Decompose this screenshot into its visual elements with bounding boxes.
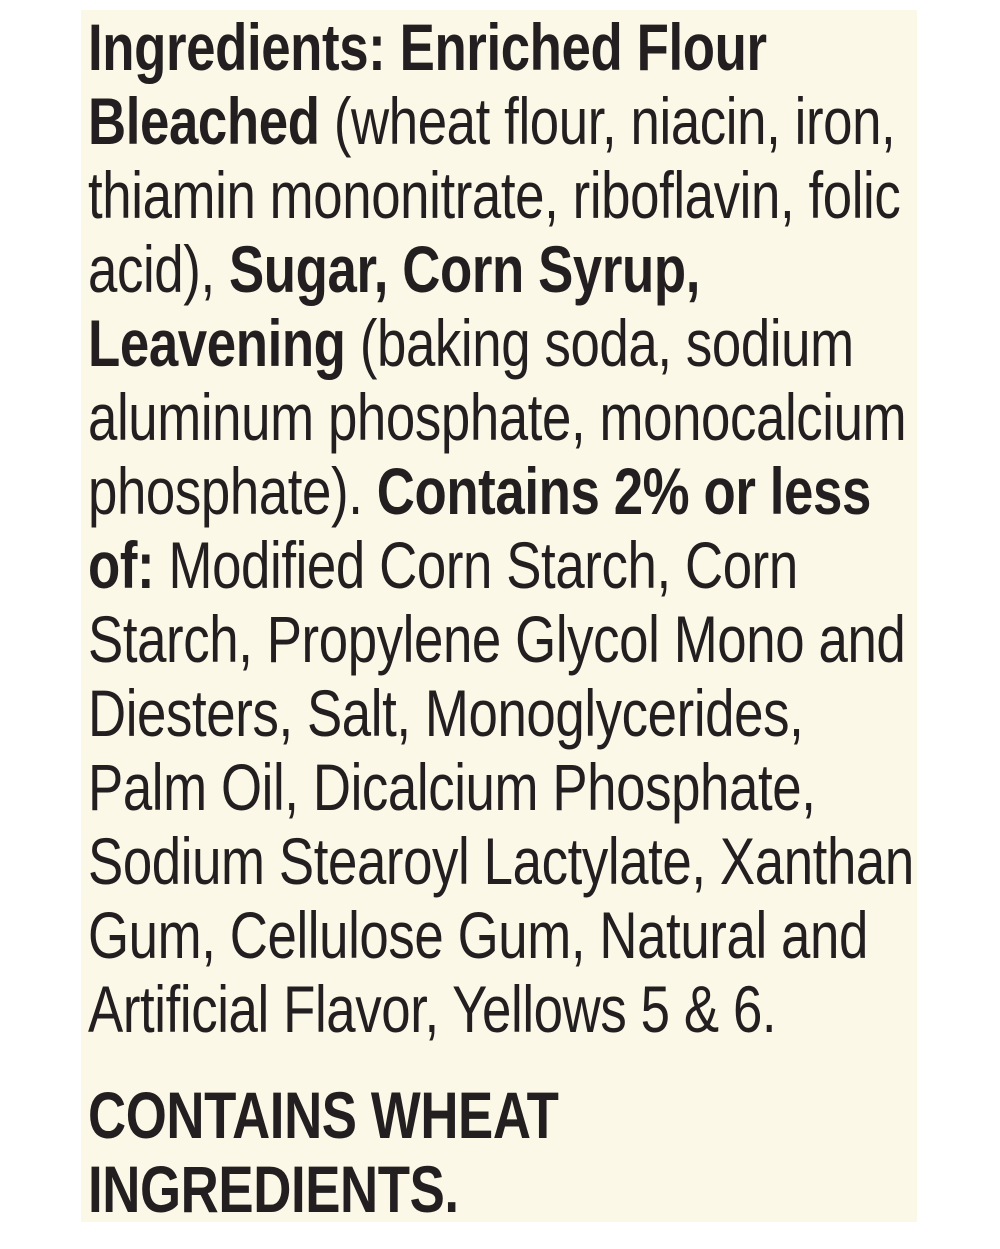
ingredient-segment: Modified Corn Starch, Corn xyxy=(168,528,798,602)
ingredient-segment: (baking soda, sodium xyxy=(359,306,854,380)
ingredient-segment: phosphate). xyxy=(88,454,377,528)
label-text-block xyxy=(88,10,917,1222)
allergen-line: INGREDIENTS. xyxy=(88,1152,459,1222)
ingredients-line xyxy=(88,602,917,676)
ingredient-segment: (wheat flour, niacin, iron, xyxy=(333,84,896,158)
ingredient-segment: Artificial Flavor, Yellows 5 & 6. xyxy=(88,972,777,1046)
ingredients-line xyxy=(88,306,917,380)
ingredient-segment: Starch, Propylene Glycol Mono and xyxy=(88,602,906,676)
ingredient-segment: Ingredients: Enriched Flour xyxy=(88,10,767,84)
ingredients-line xyxy=(88,898,917,972)
ingredient-segment: Bleached xyxy=(88,84,334,158)
allergen-statement xyxy=(88,1078,917,1222)
ingredients-label-panel xyxy=(81,10,917,1222)
ingredients-text xyxy=(88,10,917,1046)
ingredient-segment: of: xyxy=(88,528,169,602)
ingredient-segment: Leavening xyxy=(88,306,360,380)
ingredient-segment: Gum, Cellulose Gum, Natural and xyxy=(88,898,868,972)
ingredients-line xyxy=(88,824,917,898)
ingredients-line xyxy=(88,528,917,602)
ingredients-line xyxy=(88,158,917,232)
ingredients-line xyxy=(88,454,917,528)
ingredient-segment: thiamin mononitrate, riboflavin, folic xyxy=(88,158,901,232)
allergen-line: CONTAINS WHEAT xyxy=(88,1078,559,1152)
ingredients-line xyxy=(88,380,917,454)
ingredients-line xyxy=(88,84,917,158)
ingredients-line xyxy=(88,750,917,824)
ingredients-line xyxy=(88,232,917,306)
ingredients-line xyxy=(88,972,917,1046)
ingredient-segment: Sodium Stearoyl Lactylate, Xanthan xyxy=(88,824,914,898)
ingredient-segment: Contains 2% or less xyxy=(376,454,871,528)
ingredient-segment: Palm Oil, Dicalcium Phosphate, xyxy=(88,750,816,824)
ingredients-line xyxy=(88,10,917,84)
ingredient-segment: Sugar, Corn Syrup, xyxy=(228,232,701,306)
ingredient-segment: Diesters, Salt, Monoglycerides, xyxy=(88,676,804,750)
ingredient-segment: aluminum phosphate, monocalcium xyxy=(88,380,907,454)
ingredients-line xyxy=(88,676,917,750)
ingredient-segment: acid), xyxy=(88,232,229,306)
